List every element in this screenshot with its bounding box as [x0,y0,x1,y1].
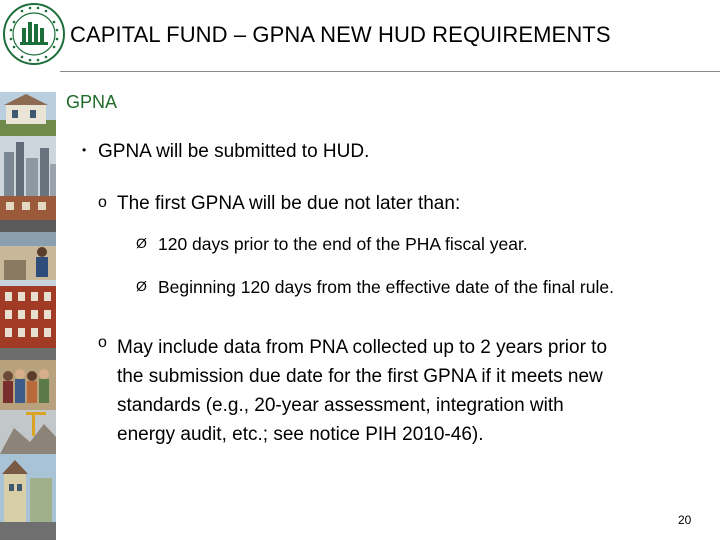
hud-seal-logo [2,2,66,66]
paragraph-line: the submission due date for the first GPNA if it meets new [117,366,603,387]
sub-sub-bullet-text: Beginning 120 days from the effective date of the final rule. [158,277,614,297]
bullet-text: GPNA will be submitted to HUD. [98,141,370,162]
arrow-bullet-icon: Ø [136,278,147,294]
sub-sub-bullet-text: 120 days prior to the end of the PHA fiscal year. [158,234,528,254]
title-divider [60,71,720,72]
sub-bullet-marker: o [98,334,107,351]
paragraph-line: standards (e.g., 20-year assessment, integration with [117,395,564,416]
section-heading: GPNA [66,92,118,112]
hud-seal-icon [2,2,66,66]
sub-bullet-paragraph [117,333,707,449]
photo-collage-strip [0,92,56,540]
sub-bullet-marker: o [98,194,107,211]
city-skyline-photo [0,136,56,196]
page-number: 20 [678,513,692,527]
brick-street-photo [0,196,56,232]
group-people-photo [0,360,56,410]
bullet-marker: • [82,143,87,157]
paragraph-line: energy audit, etc.; see notice PIH 2010-46). [117,424,484,445]
street-houses-photo [0,454,56,540]
apartment-building-photo [0,280,56,360]
demolition-photo [0,410,56,454]
house-photo [0,92,56,136]
arrow-bullet-icon: Ø [136,235,147,251]
slide-title: CAPITAL FUND – GPNA NEW HUD REQUIREMENTS [70,22,611,47]
paragraph-line: May include data from PNA collected up to 2 years prior to [117,337,608,358]
community-photo [0,232,56,280]
sub-bullet-text: The first GPNA will be due not later than: [117,193,461,214]
